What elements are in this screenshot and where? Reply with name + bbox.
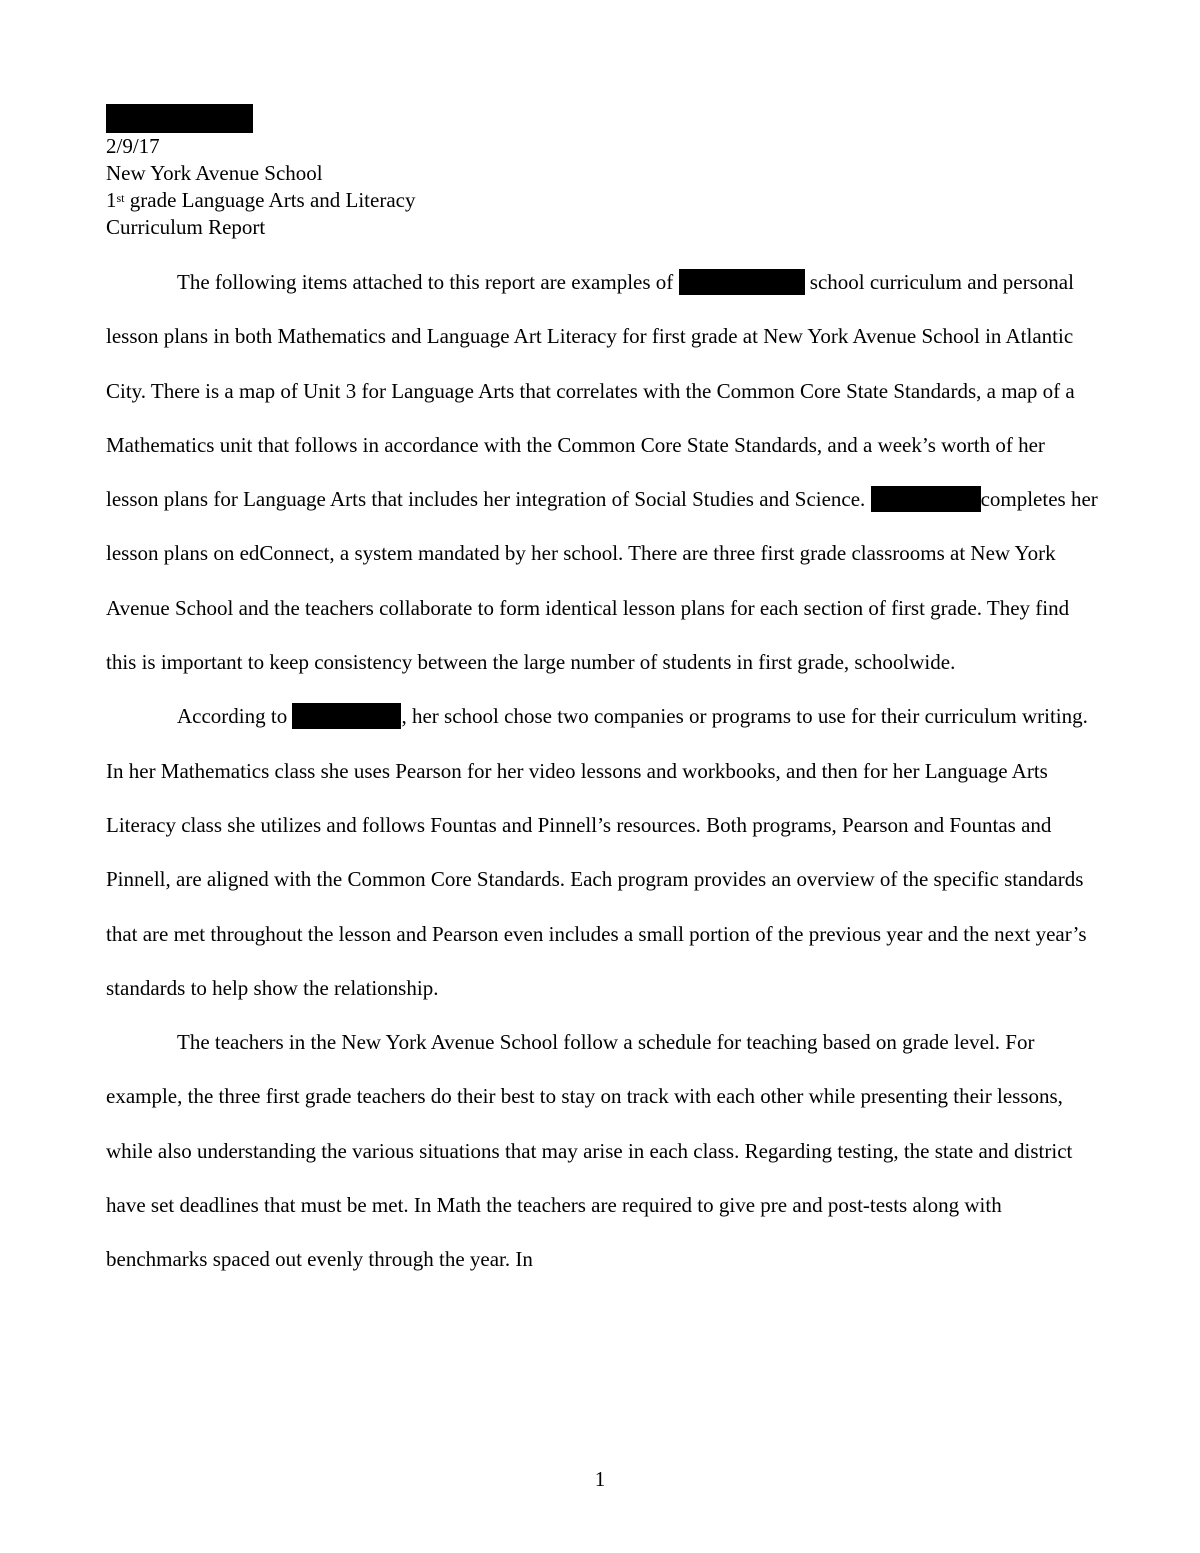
redacted-name-3 bbox=[292, 703, 401, 729]
document-header bbox=[106, 104, 1106, 241]
paragraph-2-text-a: According to bbox=[177, 704, 293, 729]
paragraph-1-text-a: The following items attached to this report are examples of bbox=[177, 270, 679, 294]
redacted-name-1 bbox=[679, 269, 805, 295]
grade-subject-text: grade Language Arts and Literacy bbox=[124, 188, 416, 212]
document-body bbox=[106, 255, 1100, 1287]
grade-subject bbox=[106, 187, 1106, 214]
paragraph-1 bbox=[106, 255, 1100, 689]
paragraph-1-text-b: school curriculum and personal lesson plans in both Mathematics and Language Art Literacy for first grade at New York Avenue School in Atlantic City. There is a map of Unit 3 for Language Arts that correlates with the Common Core State Standards, a map of a Mathematics unit that follows in accordance with the Common Core State Standards, and a week’s worth of her lesson plans for Language Arts that includes her integration of Social Studies and Science. bbox=[106, 270, 1075, 512]
paragraph-3: The teachers in the New York Avenue School follow a schedule for teaching based on grade level. For example, the three first grade teachers do their best to stay on track with each other while presenting their lessons, while also understanding the various situations that may arise in each class. Regarding testing, the state and district have set deadlines that must be met. In Math the teachers are required to give pre and post-tests along with benchmarks spaced out evenly through the year. In bbox=[106, 1030, 1073, 1272]
school-name: New York Avenue School bbox=[106, 161, 323, 185]
paragraph-1-text-c: completes her lesson plans on edConnect, a system mandated by her school. There are three first grade classrooms at New York Avenue School and the teachers collaborate to form identical lesson plans for each section of first grade. They find this is important to keep consistency between the large number of students in first grade, schoolwide. bbox=[106, 487, 1098, 675]
report-date: 2/9/17 bbox=[106, 134, 160, 158]
report-title: Curriculum Report bbox=[106, 215, 266, 239]
grade-number: 1 bbox=[106, 188, 117, 212]
paragraph-2 bbox=[106, 689, 1100, 1015]
paragraph-2-text-b: , her school chose two companies or programs to use for their curriculum writing. In her Mathematics class she uses Pearson for her video lessons and workbooks, and then for her Language Arts Literacy class she utilizes and follows Fountas and Pinnell’s resources. Both programs, Pearson and Fountas and Pinnell, are aligned with the Common Core Standards. Each program provides an overview of the specific standards that are met throughout the lesson and Pearson even includes a small portion of the previous year and the next year’s standards to help show the relationship. bbox=[106, 704, 1088, 1000]
grade-ordinal-suffix: st bbox=[116, 191, 125, 205]
page-number: 1 bbox=[594, 1467, 606, 1491]
redacted-name-2 bbox=[871, 486, 981, 512]
redacted-author-name bbox=[106, 104, 253, 133]
